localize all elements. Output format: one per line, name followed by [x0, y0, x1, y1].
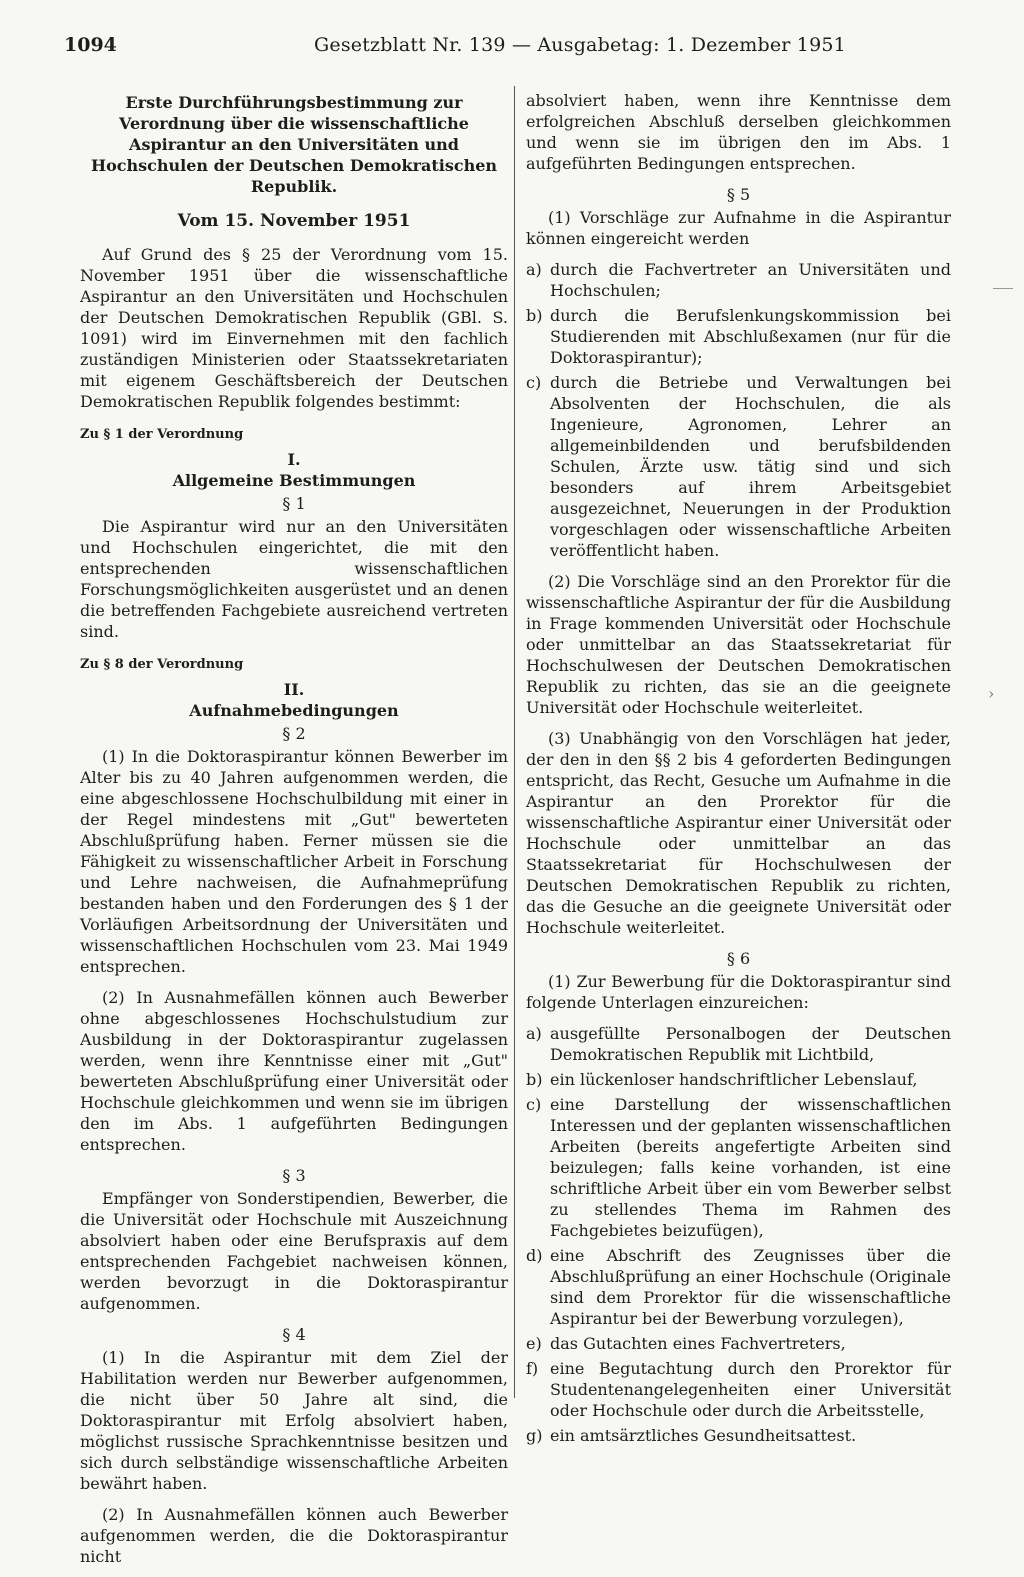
- list-item-text: eine Abschrift des Zeugnisses über die Abschlußprüfung an einer Hochschule (Originale sind dem Prorektor für die wissenschaftliche Aspirantur bei der Bewerbung vorzulegen),: [550, 1246, 951, 1328]
- list-item-text: eine Begutachtung durch den Prorektor für Studentenangelegenheiten einer Universität oder Hochschule oder durch die Arbeitsstelle,: [550, 1359, 951, 1420]
- list-item: [526, 305, 951, 368]
- list-item: [526, 372, 951, 561]
- paragraph-text: (1) Vorschläge zur Aufnahme in die Aspirantur können eingereicht werden: [526, 208, 951, 248]
- list-item-text: ein lückenloser handschriftlicher Lebenslauf,: [550, 1070, 918, 1089]
- document-title: Erste Durchführungsbestimmung zur Verordnung über die wissenschaftliche Aspirantur an den Universitäten und Hochschulen der Deutschen Demokratischen Republik.: [90, 93, 498, 196]
- list-item: [526, 1333, 951, 1354]
- left-column: [80, 90, 508, 1577]
- page-number: 1094: [64, 34, 117, 56]
- part-number: I.: [287, 450, 301, 469]
- paragraph-text: (1) Zur Bewerbung für die Doktoraspirantur sind folgende Unterlagen einzureichen:: [526, 972, 951, 1012]
- paragraph-text: (2) Die Vorschläge sind an den Prorektor für die wissenschaftliche Aspirantur der für die Ausbildung in Frage kommenden Universität oder Hochschule oder unmittelbar an das Staatssekretariat für Hochschulwesen der Deutschen Demokratischen Republik zu richten, das sie an die geeignete Universität oder Hochschule weiterleitet.: [526, 572, 951, 717]
- part-title: Aufnahmebedingungen: [189, 701, 399, 720]
- paragraph-text: (1) In die Doktoraspirantur können Bewerber im Alter bis zu 40 Jahren aufgenommen werden, die eine abgeschlossene Hochschulbildung mit einer in der Regel mindestens mit „Gut" bewerteten Abschlußprüfung haben. Ferner müssen sie die Fähigkeit zu wissenschaftlicher Arbeit in Forschung und Lehre nachweisen, die Aufnahmeprüfung bestanden haben und den Forderungen des § 1 der Vorläufigen Arbeitsordnung der Universitäten und wissenschaftlichen Hochschulen vom 23. Mai 1949 entsprechen.: [80, 747, 508, 976]
- margin-mark: ›: [988, 684, 995, 703]
- paragraph-text: (1) In die Aspirantur mit dem Ziel der Habilitation werden nur Bewerber aufgenommen, die nicht über 50 Jahre alt sind, die Doktoraspirantur mit Erfolg absolviert haben, möglichst russische Sprachkenntnisse besitzen und sich durch selbständige wissenschaftliche Arbeiten bewährt haben.: [80, 1348, 508, 1493]
- list-item-text: ausgefüllte Personalbogen der Deutschen Demokratischen Republik mit Lichtbild,: [550, 1024, 951, 1064]
- paragraph-sign: § 1: [282, 494, 306, 513]
- paragraph-text: (3) Unabhängig von den Vorschlägen hat jeder, der den in den §§ 2 bis 4 geforderten Bedingungen entspricht, das Recht, Gesuche um Aufnahme in die Aspirantur an den Prorektor für die wissenschaftliche Aspirantur einer Universität oder Hochschule oder unmittelbar an das Staatssekretariat für Hochschulwesen der Deutschen Demokratischen Republik zu richten, das die Gesuche an die geeignete Universität oder Hochschule weiterleitet.: [526, 729, 951, 937]
- paragraph-text: Die Aspirantur wird nur an den Universitäten und Hochschulen eingerichtet, die mit den entsprechenden wissenschaftlichen Forschungsmöglichkeiten ausgerüstet und an denen die betreffenden Fachgebiete ausreichend vertreten sind.: [80, 517, 508, 641]
- intro-paragraph: Auf Grund des § 25 der Verordnung vom 15. November 1951 über die wissenschaftliche Aspirantur an den Universitäten und Hochschulen der Deutschen Demokratischen Republik (GBl. S. 1091) wird im Einvernehmen mit den fachlich zuständigen Ministerien oder Staatssekretariaten mit eigenem Geschäftsbereich der Deutschen Demokratischen Republik folgendes bestimmt:: [80, 245, 508, 411]
- list-item-label: b): [526, 1070, 543, 1089]
- list-item-text: das Gutachten eines Fachvertreters,: [550, 1334, 846, 1353]
- list-item-text: durch die Berufslenkungskommission bei Studierenden mit Abschlußexamen (nur für die Doktoraspirantur);: [550, 306, 951, 367]
- list-item: [526, 1358, 951, 1421]
- list-item: [526, 259, 951, 301]
- paragraph-text: (2) In Ausnahmefällen können auch Bewerber ohne abgeschlossenes Hochschulstudium zur Ausbildung in der Doktoraspirantur zugelassen werden, wenn ihre Kenntnisse einer mit „Gut" bewerteten Abschlußprüfung einer Universität oder Hochschule gleichkommen und wenn sie im übrigen den im Abs. 1 aufgeführten Bedingungen entsprechen.: [80, 988, 508, 1154]
- paragraph-sign: § 5: [726, 185, 751, 204]
- list-item-text: eine Darstellung der wissenschaftlichen Interessen und der geplanten wissenschaftlichen Arbeiten (bereits angefertigte Arbeiten sind beizulegen; falls keine vorhanden, ist eine schriftliche Arbeit über ein vom Bewerber selbst zu stellendes Thema im Rahmen des Fachgebietes beizufügen),: [550, 1095, 951, 1240]
- paragraph-sign: § 4: [282, 1325, 306, 1344]
- right-column: [526, 90, 951, 1450]
- paragraph-continuation: absolviert haben, wenn ihre Kenntnisse dem erfolgreichen Abschluß derselben gleichkommen und wenn sie im übrigen den im Abs. 1 aufgeführten Bedingungen entsprechen.: [526, 91, 951, 173]
- list-item-label: d): [526, 1246, 543, 1265]
- list-item: [526, 1069, 951, 1090]
- paragraph-sign: § 6: [726, 949, 751, 968]
- paragraph-sign: § 2: [282, 724, 306, 743]
- list-item-text: ein amtsärztliches Gesundheitsattest.: [550, 1426, 857, 1445]
- paragraph-sign: § 3: [282, 1166, 306, 1185]
- list-item-label: g): [526, 1426, 543, 1445]
- list-item-label: a): [526, 260, 542, 279]
- list-item: [526, 1425, 951, 1446]
- column-divider: [514, 86, 515, 1398]
- list-item: [526, 1245, 951, 1329]
- document-date: Vom 15. November 1951: [177, 211, 411, 231]
- paragraph-text: Empfänger von Sonderstipendien, Bewerber, die die Universität oder Hochschule mit Auszeichnung absolviert haben oder eine Berufspraxis auf dem entsprechenden Fachgebiet nachweisen können, werden bevorzugt in die Doktoraspirantur aufgenommen.: [80, 1189, 508, 1313]
- list-item-label: f): [526, 1359, 539, 1378]
- page-header: [64, 34, 944, 64]
- list-item-text: durch die Fachvertreter an Universitäten und Hochschulen;: [550, 260, 951, 300]
- margin-mark: [993, 288, 1013, 289]
- paragraph-text: (2) In Ausnahmefällen können auch Bewerber aufgenommen werden, die die Doktoraspirantur nicht: [80, 1505, 508, 1566]
- gazette-title: Gesetzblatt Nr. 139 — Ausgabetag: 1. Dezember 1951: [314, 34, 846, 56]
- list-item-text: durch die Betriebe und Verwaltungen bei Absolventen der Hochschulen, die als Ingenieure, Agronomen, Lehrer an allgemeinbildenden und berufsbildenden Schulen, Ärzte usw. tätig sind und sich besonders auf ihrem Arbeitsgebiet ausgezeichnet, Neuerungen in der Produktion vorgeschlagen oder wissenschaftliche Arbeiten veröffentlicht haben.: [550, 373, 951, 560]
- list-item-label: e): [526, 1334, 542, 1353]
- reference-heading: Zu § 1 der Verordnung: [80, 427, 244, 442]
- list-item: [526, 1094, 951, 1241]
- reference-heading: Zu § 8 der Verordnung: [80, 657, 244, 672]
- list-item-label: c): [526, 1095, 542, 1114]
- list-item-label: a): [526, 1024, 542, 1043]
- list-item: [526, 1023, 951, 1065]
- part-title: Allgemeine Bestimmungen: [172, 471, 416, 490]
- list-item-label: b): [526, 306, 543, 325]
- list-item-label: c): [526, 373, 542, 392]
- part-number: II.: [283, 680, 305, 699]
